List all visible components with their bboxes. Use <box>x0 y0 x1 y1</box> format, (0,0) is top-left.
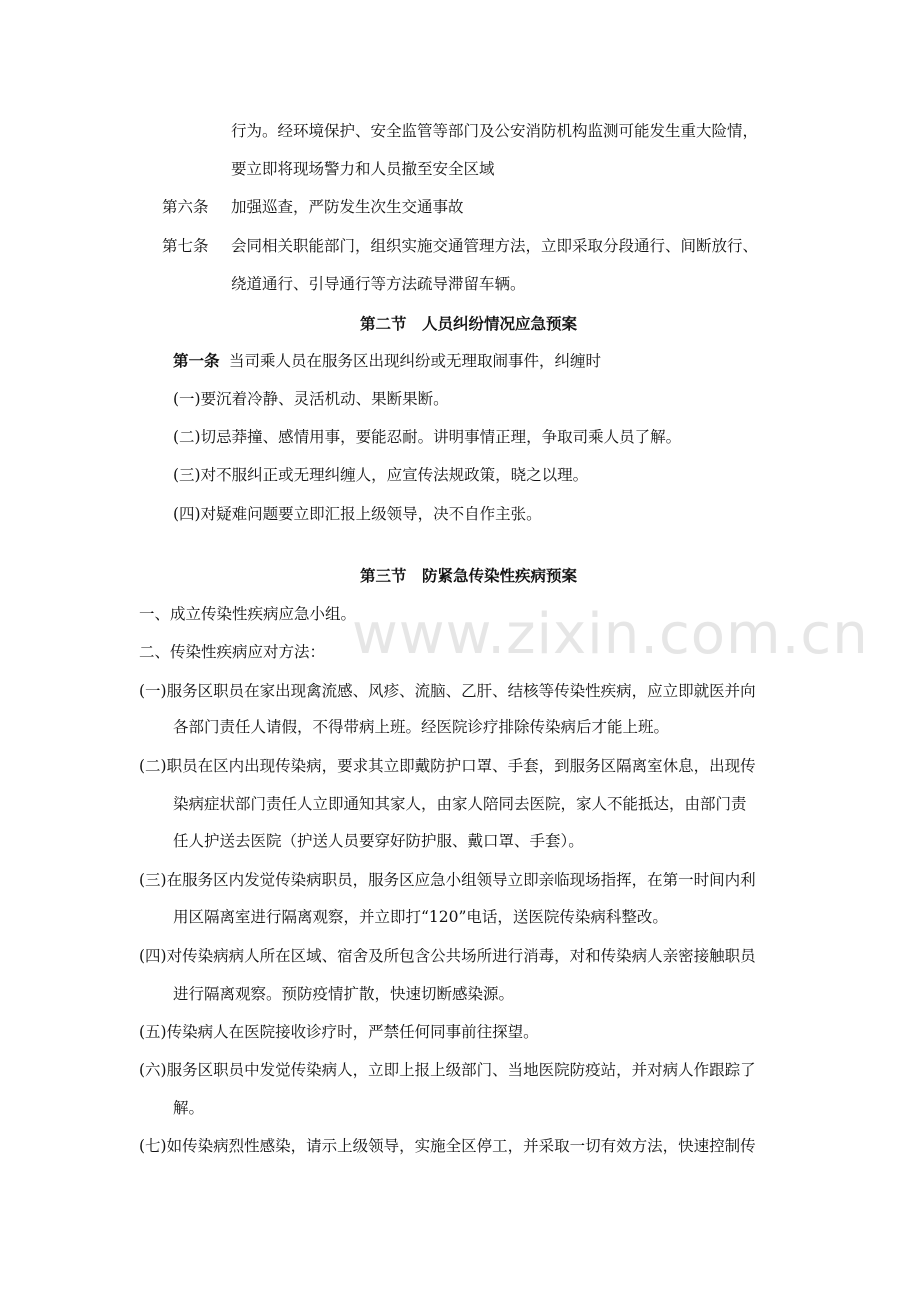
section-2-heading: 第二节 人员纠纷情况应急预案 <box>360 314 578 333</box>
article-6-text: 加强巡查，严防发生次生交通事故 <box>231 198 464 216</box>
point-2: 二、传染性疾病应对方法： <box>139 643 326 661</box>
line-2: 要立即将现场警力和人员撤至安全区域 <box>231 160 495 178</box>
measure-4-line-2: 进行隔离观察。预防疫情扩散，快速切断感染源。 <box>173 985 515 1003</box>
article-7-continued: 绕道通行、引导通行等方法疏导滞留车辆。 <box>231 275 526 293</box>
article-7-text: 会同相关职能部门，组织实施交通管理方法，立即采取分段通行、间断放行、 <box>231 237 759 255</box>
measure-2-line-1: (二)职员在区内出现传染病，要求其立即戴防护口罩、手套，到服务区隔离室休息，出现传 <box>139 757 756 775</box>
measure-5: (五)传染病人在医院接收诊疗时，严禁任何同事前往探望。 <box>139 1023 539 1041</box>
measure-2-line-2: 染病症状部门责任人立即通知其家人，由家人陪同去医院，家人不能抵达，由部门责 <box>173 795 747 813</box>
section-3-heading: 第三节 防紧急传染性疾病预案 <box>360 566 578 585</box>
watermark: www.zixin.com.cn <box>352 602 869 667</box>
item-3: (三)对不服纠正或无理纠缠人，应宣传法规政策，晓之以理。 <box>173 466 589 484</box>
measure-1-line-2: 各部门责任人请假，不得带病上班。经医院诊疗排除传染病后才能上班。 <box>173 718 670 736</box>
item-2: (二)切忌莽撞、感情用事，要能忍耐。讲明事情正理，争取司乘人员了解。 <box>173 428 682 446</box>
article-6-label: 第六条 <box>162 198 209 216</box>
article-7-label: 第七条 <box>162 237 209 255</box>
measure-1-line-1: (一)服务区职员在家出现禽流感、风疹、流脑、乙肝、结核等传染性疾病，应立即就医并向 <box>139 682 756 700</box>
measure-3-line-2: 用区隔离室进行隔离观察，并立即打“120”电话，送医院传染病科整改。 <box>173 908 668 926</box>
item-4: (四)对疑难问题要立即汇报上级领导，决不自作主张。 <box>173 505 542 523</box>
measure-6-line-1: (六)服务区职员中发觉传染病人，立即上报上级部门、当地医院防疫站，并对病人作跟踪了 <box>139 1061 756 1079</box>
measure-4-line-1: (四)对传染病病人所在区域、宿舍及所包含公共场所进行消毒，对和传染病人亲密接触职员 <box>139 947 756 965</box>
measure-3-line-1: (三)在服务区内发觉传染病职员，服务区应急小组领导立即亲临现场指挥，在第一时间内利 <box>139 871 756 889</box>
point-1: 一、成立传染性疾病应急小组。 <box>139 605 357 623</box>
measure-6-line-2: 解。 <box>173 1099 205 1117</box>
line-1: 行为。经环境保护、安全监管等部门及公安消防机构监测可能发生重大险情， <box>231 122 759 140</box>
measure-7-line-1: (七)如传染病烈性感染，请示上级领导，实施全区停工，并采取一切有效方法，快速控制传 <box>139 1137 756 1155</box>
article-1-text: 当司乘人员在服务区出现纠纷或无理取闹事件，纠缠时 <box>229 352 602 370</box>
item-1: (一)要沉着冷静、灵活机动、果断果断。 <box>173 390 449 408</box>
article-1-label: 第一条 <box>173 351 220 370</box>
measure-2-line-3: 任人护送去医院（护送人员要穿好防护服、戴口罩、手套）。 <box>173 832 584 850</box>
